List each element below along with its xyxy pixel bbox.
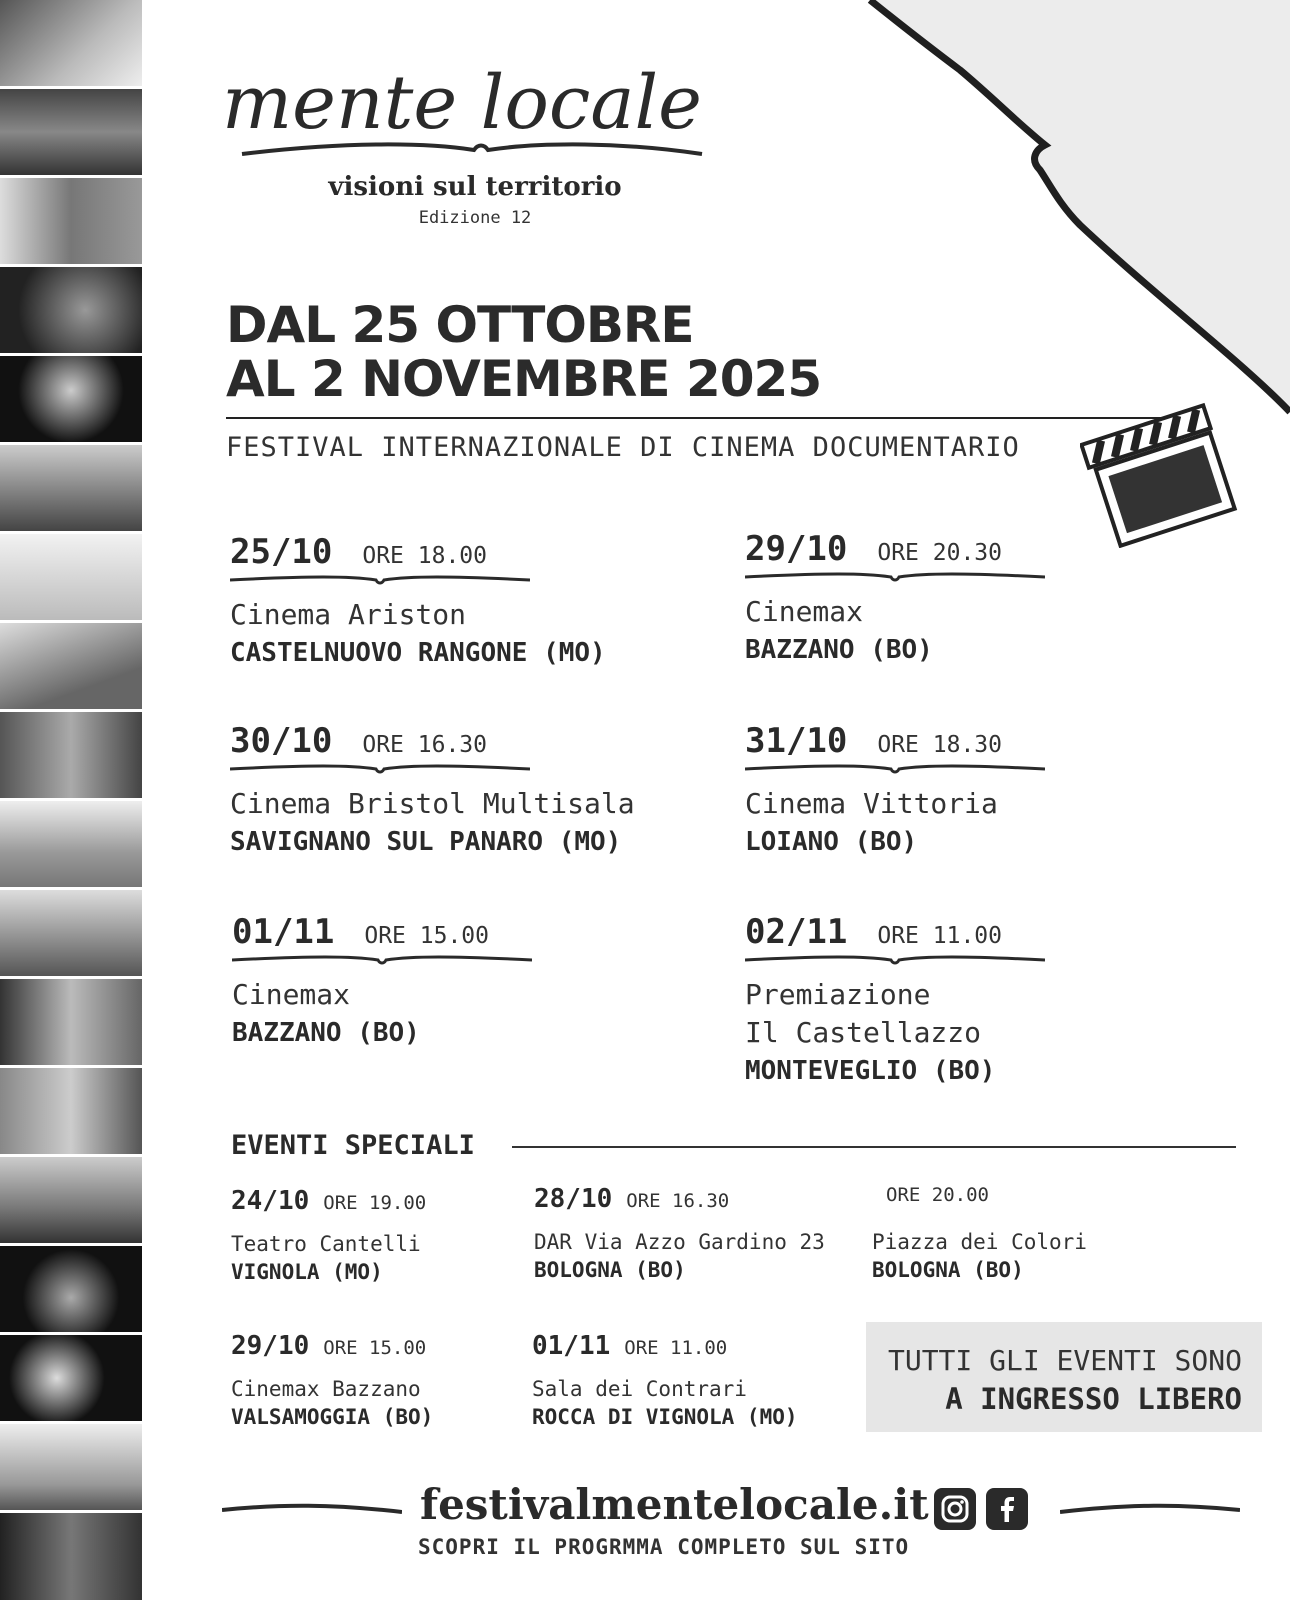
headline-line-2: AL 2 NOVEMBRE 2025 — [226, 350, 822, 408]
photo-frame — [0, 712, 142, 801]
instagram-glyph — [940, 1494, 970, 1524]
screening-item — [230, 532, 670, 672]
photo-frame — [0, 1157, 142, 1246]
festival-dates-headline — [226, 298, 821, 406]
photo-frame — [0, 0, 142, 89]
screening-item — [232, 912, 672, 1052]
photo-frame — [0, 1424, 142, 1513]
screening-time: ORE 18.30 — [877, 732, 1002, 758]
screening-venue: Cinema Vittoria — [745, 787, 998, 820]
event-venue: Cinemax Bazzano — [231, 1377, 421, 1401]
event-time: ORE 20.00 — [886, 1184, 989, 1206]
event-city: VALSAMOGGIA (BO) — [231, 1405, 434, 1429]
screening-venue-2: Il Castellazzo — [745, 1016, 982, 1049]
screening-time: ORE 15.00 — [364, 923, 489, 949]
website-link[interactable]: festivalmentelocale.it — [420, 1480, 929, 1529]
logo-script — [222, 58, 742, 168]
swash-divider — [745, 571, 1045, 585]
swash-divider — [745, 763, 1045, 777]
event-city: VIGNOLA (MO) — [231, 1260, 383, 1284]
screening-city: MONTEVEGLIO (BO) — [745, 1056, 996, 1086]
screening-date: 29/10 — [745, 529, 848, 569]
divider — [512, 1146, 1236, 1148]
program-cta: SCOPRI IL PROGRMMA COMPLETO SUL SITO — [418, 1535, 910, 1559]
screening-city: SAVIGNANO SUL PANARO (MO) — [230, 827, 622, 857]
screening-date: 01/11 — [232, 912, 335, 952]
photo-frame — [0, 267, 142, 356]
event-time: ORE 11.00 — [624, 1337, 728, 1359]
screening-city: CASTELNUOVO RANGONE (MO) — [230, 638, 606, 668]
photo-frame — [0, 979, 142, 1068]
screening-date: 25/10 — [230, 532, 333, 572]
screening-date: 30/10 — [230, 721, 333, 761]
screening-time: ORE 16.30 — [362, 732, 487, 758]
screening-item — [745, 529, 1185, 669]
screening-item — [745, 912, 1185, 1090]
event-date: 29/10 — [231, 1331, 310, 1361]
special-event-item — [534, 1184, 864, 1284]
photo-frame — [0, 445, 142, 534]
edition-label: Edizione 12 — [418, 208, 532, 228]
swash-divider — [1060, 1500, 1240, 1520]
screening-date: 31/10 — [745, 721, 848, 761]
photo-frame — [0, 356, 142, 445]
photo-frame — [0, 178, 142, 267]
screening-venue: Cinema Ariston — [230, 598, 467, 631]
instagram-icon[interactable] — [934, 1488, 976, 1530]
logo-subtitle: visioni sul territorio — [328, 172, 622, 202]
divider — [226, 417, 1176, 419]
screening-city: BAZZANO (BO) — [232, 1018, 420, 1048]
photo-frame — [0, 534, 142, 623]
screening-time: ORE 18.00 — [362, 543, 487, 569]
special-event-item — [532, 1331, 862, 1431]
photo-frame — [0, 801, 142, 890]
event-city: BOLOGNA (BO) — [534, 1258, 686, 1282]
free-entry-box — [866, 1322, 1262, 1432]
photo-frame — [0, 1068, 142, 1157]
special-event-item — [872, 1184, 1202, 1284]
photo-frame — [0, 89, 142, 178]
free-entry-line-1: TUTTI GLI EVENTI SONO — [887, 1344, 1242, 1377]
special-event-item — [231, 1331, 561, 1431]
screening-city: BAZZANO (BO) — [745, 635, 933, 665]
photo-frame — [0, 1513, 142, 1603]
swash-divider — [230, 574, 530, 588]
event-date: 24/10 — [231, 1186, 310, 1216]
photo-strip — [0, 0, 142, 1600]
event-venue: DAR Via Azzo Gardino 23 — [534, 1230, 825, 1254]
screening-venue: Cinema Bristol Multisala — [230, 787, 635, 820]
event-time: ORE 15.00 — [323, 1337, 427, 1359]
event-time: ORE 19.00 — [323, 1192, 427, 1214]
clapperboard-icon — [1080, 398, 1240, 548]
logo-script-text: mente locale — [222, 60, 702, 146]
event-time: ORE 16.30 — [626, 1190, 730, 1212]
swash-divider — [745, 954, 1045, 968]
special-event-item — [231, 1186, 561, 1286]
screening-venue: Cinemax — [232, 978, 351, 1011]
swash-divider — [230, 763, 530, 777]
photo-frame — [0, 623, 142, 712]
screening-time: ORE 20.30 — [877, 540, 1002, 566]
photo-frame — [0, 890, 142, 979]
screening-time: ORE 11.00 — [877, 923, 1002, 949]
screening-item — [230, 721, 670, 861]
event-city: ROCCA DI VIGNOLA (MO) — [532, 1405, 798, 1429]
festival-name: FESTIVAL INTERNAZIONALE DI CINEMA DOCUMENTARIO — [226, 432, 1020, 463]
event-venue: Sala dei Contrari — [532, 1377, 747, 1401]
screening-venue: Premiazione — [745, 978, 931, 1011]
headline-line-1: DAL 25 OTTOBRE — [226, 296, 694, 354]
swash-divider — [232, 954, 532, 968]
screening-item — [745, 721, 1185, 861]
screening-date: 02/11 — [745, 912, 848, 952]
swash-divider — [222, 1500, 402, 1520]
event-date: 01/11 — [532, 1331, 611, 1361]
special-events-title: EVENTI SPECIALI — [231, 1130, 475, 1161]
photo-frame — [0, 1335, 142, 1424]
screening-venue: Cinemax — [745, 595, 864, 628]
event-venue: Teatro Cantelli — [231, 1232, 421, 1256]
facebook-icon[interactable] — [986, 1488, 1028, 1530]
event-venue: Piazza dei Colori — [872, 1230, 1087, 1254]
event-date: 28/10 — [534, 1184, 613, 1214]
facebook-glyph — [992, 1494, 1022, 1524]
screening-city: LOIANO (BO) — [745, 827, 918, 857]
free-entry-line-2: A INGRESSO LIBERO — [945, 1382, 1242, 1416]
event-city: BOLOGNA (BO) — [872, 1258, 1024, 1282]
photo-frame — [0, 1246, 142, 1335]
